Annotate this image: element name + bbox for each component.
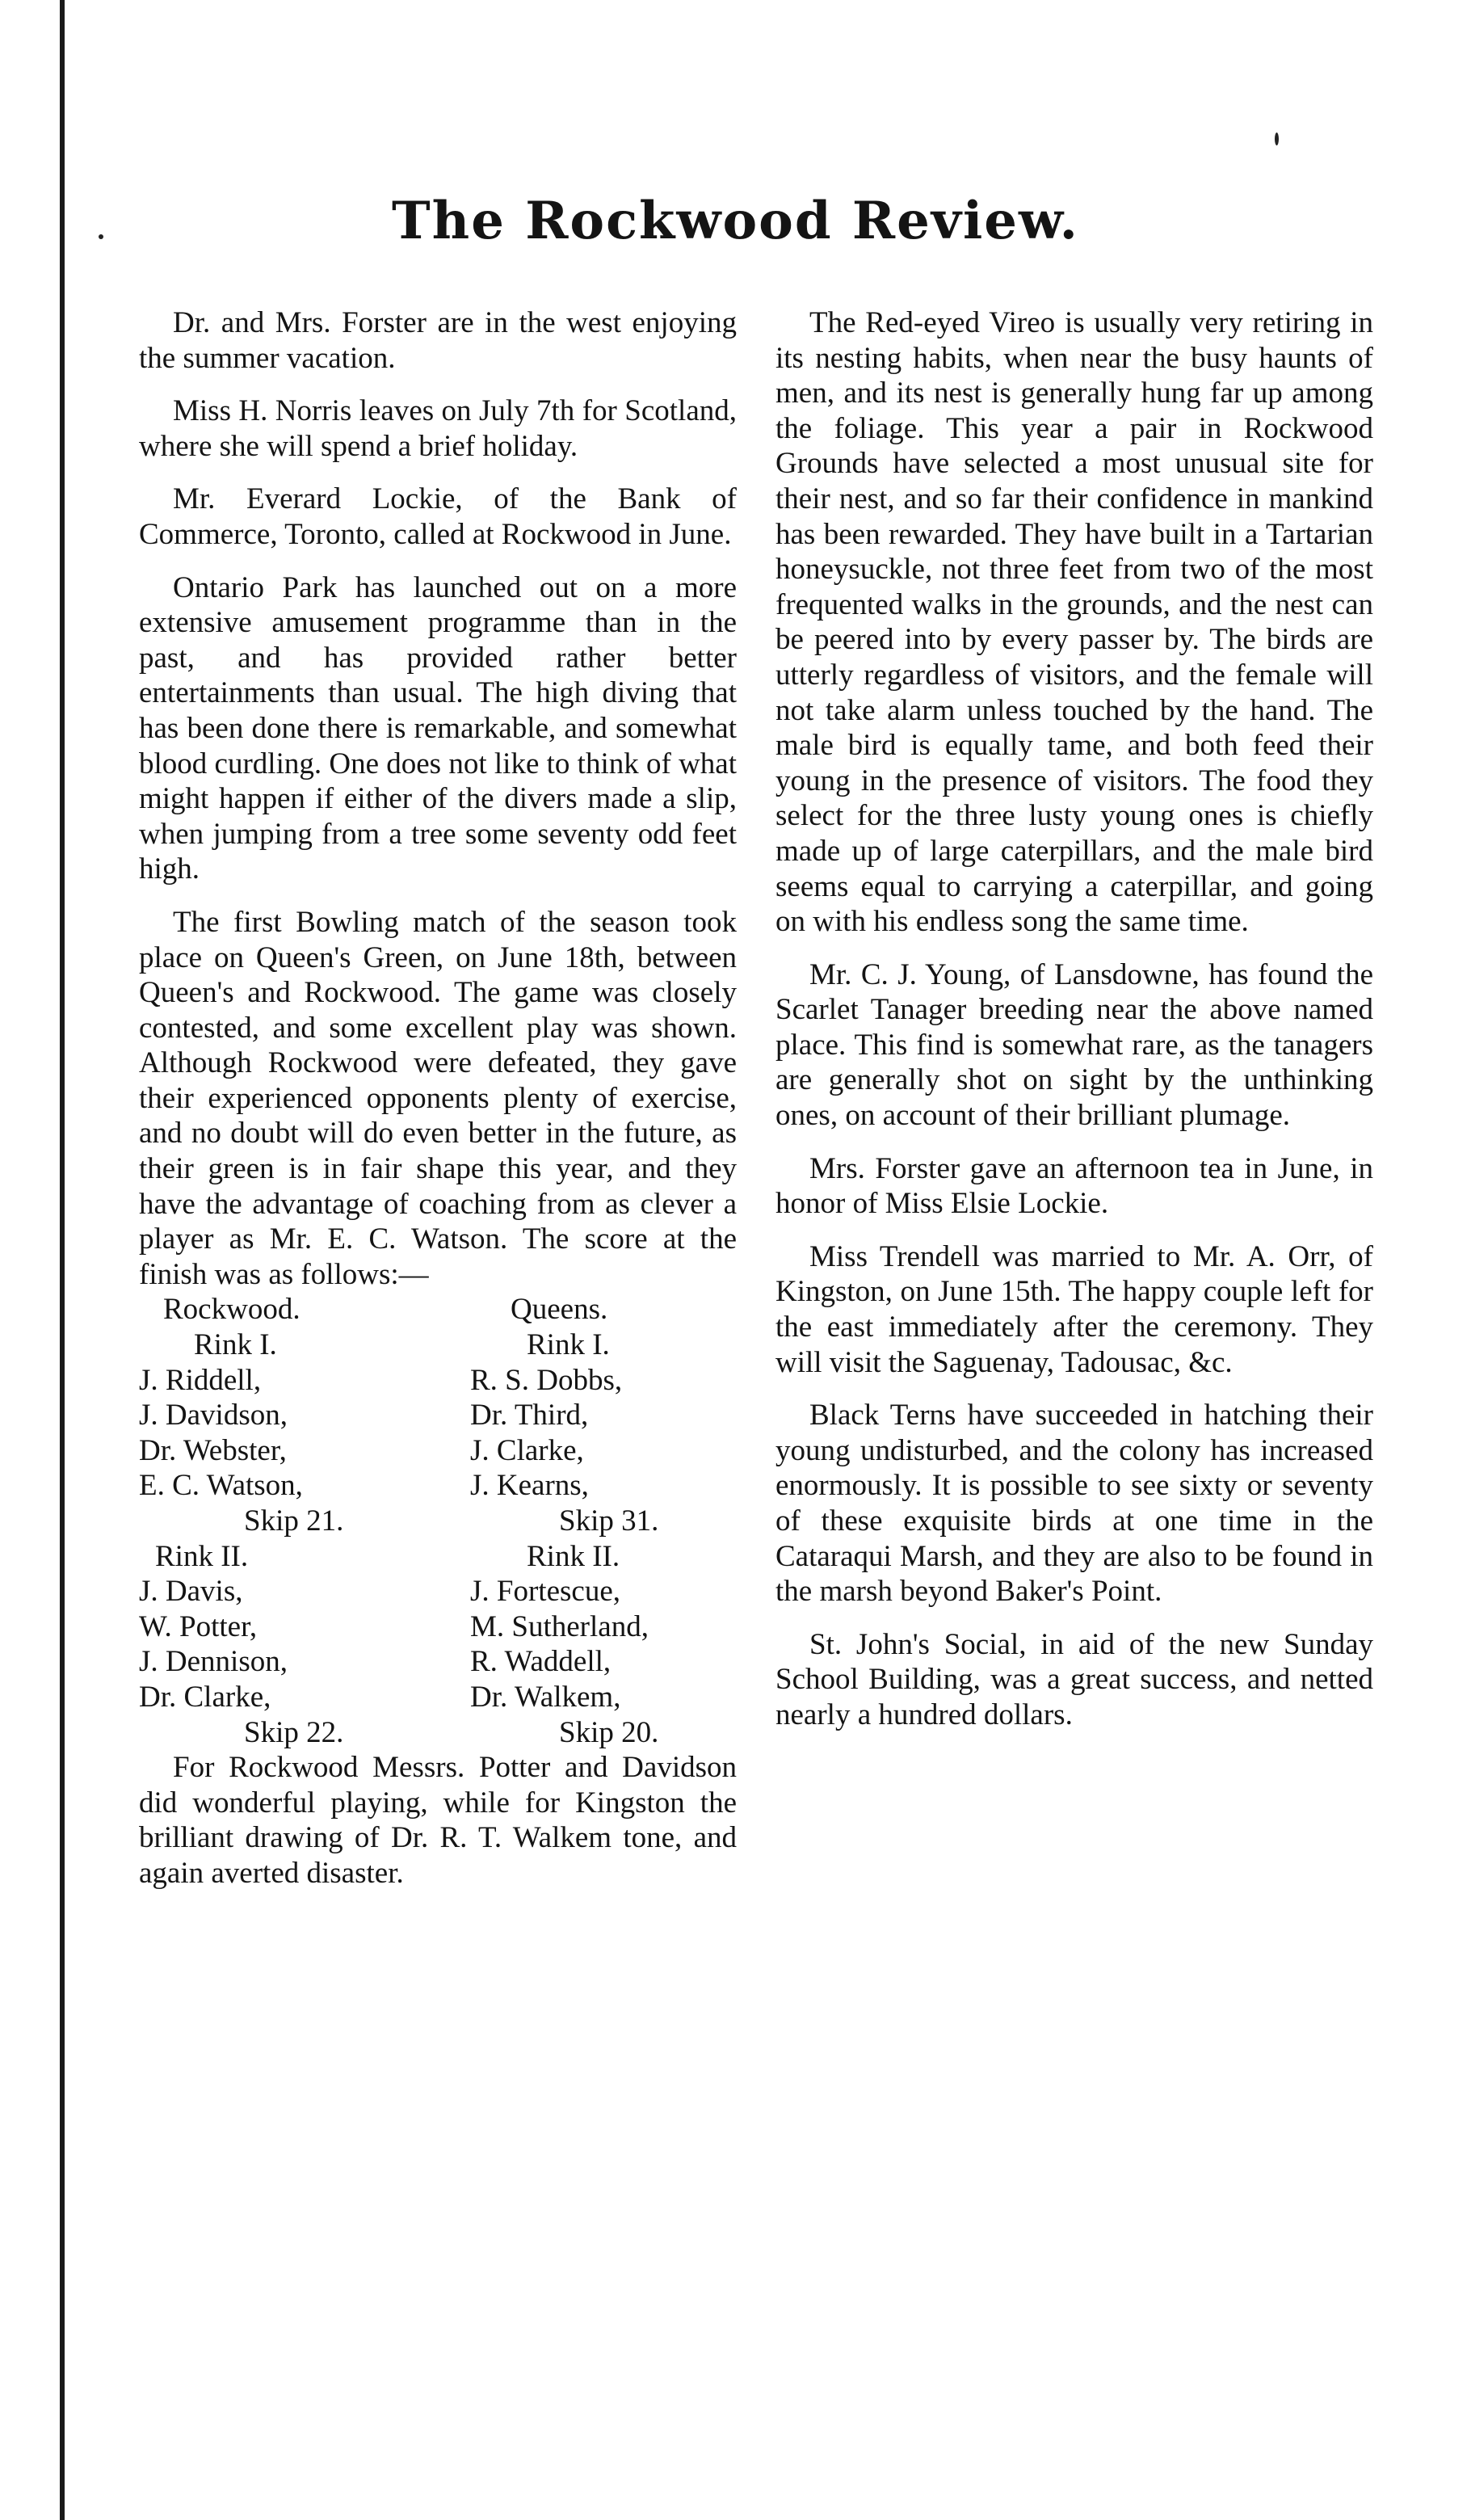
print-speck	[1275, 133, 1279, 145]
player-name: Dr. Walkem,	[470, 1680, 621, 1714]
player-name: W. Potter,	[139, 1609, 258, 1643]
masthead-title: The Rockwood Review.	[392, 191, 1079, 251]
rink-heading: Rink II.	[155, 1539, 249, 1573]
rink-heading: Rink II.	[527, 1539, 620, 1573]
player-name: R. Waddell,	[470, 1645, 612, 1679]
news-item: Miss H. Norris leaves on July 7th for Scotland, where she will spend a brief holiday.	[139, 394, 737, 463]
player-name: J. Riddell,	[139, 1363, 262, 1397]
player-name: J. Clarke,	[470, 1433, 584, 1467]
bowling-score-table	[139, 1292, 737, 1750]
player-name: M. Sutherland,	[470, 1609, 649, 1643]
rink-heading: Rink I.	[194, 1328, 277, 1362]
news-item-vireo: The Red-eyed Vireo is usually very retiring in its nesting habits, when near the busy haunts of men, and its nest is generally hung far up among the foliage. This year a pair in Rockwood Grounds have selected a most unusual site for their nest, and so far their confidence in mankind has been rewarded. They have built in a Tartarian honeysuckle, not three feet from two of the most frequented walks in the grounds, and the nest can be peered into by every passer by. The birds are utterly regardless of visitors, and the female will not take alarm unless touched by the hand. The male bird is equally tame, and both feed their young in the presence of visitors. The food they select for the three lusty young ones is chiefly made up of large caterpillars, and the male bird seems equal to carrying a caterpillar, and going on with his endless song the same time.	[775, 306, 1373, 939]
team-heading: Queens.	[511, 1293, 608, 1327]
news-item: Ontario Park has launched out on a more extensive amusement programme than in the past, and has provided rather better entertainments than usual. The high diving that has been done there is remarkable, and somewhat blood curdling. One does not like to think of what might happen if either of the divers made a slip, when jumping from a tree some seventy odd feet high.	[139, 570, 737, 886]
skip-score: Skip 22.	[244, 1715, 344, 1749]
right-column	[775, 305, 1373, 1751]
news-item-bowling: The first Bowling match of the season took place on Queen's Green, on June 18th, between Queen's and Rockwood. The game was closely contested, and some excellent play was shown. Although Rockwood were defeated, they gave their experienced opponents plenty of exercise, and no doubt will do even better in the future, as their green is in fair shape this year, and they have the advantage of coaching from as clever a player as Mr. E. C. Watson. The score at the finish was as follows:—	[139, 905, 737, 1291]
player-name: Dr. Clarke,	[139, 1680, 271, 1714]
player-name: J. Kearns,	[470, 1469, 589, 1503]
player-name: J. Davidson,	[139, 1399, 288, 1432]
player-name: J. Dennison,	[139, 1645, 288, 1679]
news-item-wedding: Miss Trendell was married to Mr. A. Orr, of Kingston, on June 15th. The happy couple left for the east immediately after the ceremony. They will visit the Saguenay, Tadousac, &c.	[775, 1239, 1373, 1379]
news-item-tanager: Mr. C. J. Young, of Lansdowne, has found the Scarlet Tanager breeding near the above named place. This find is somewhat rare, as the tanagers are generally shot on sight by the unthinking ones, on account of their brilliant plumage.	[775, 957, 1373, 1133]
news-item-tea: Mrs. Forster gave an afternoon tea in June, in honor of Miss Elsie Lockie.	[775, 1151, 1373, 1221]
skip-score: Skip 20.	[559, 1715, 659, 1749]
left-column	[139, 305, 737, 1909]
team-heading: Rockwood.	[163, 1293, 301, 1327]
player-name: R. S. Dobbs,	[470, 1363, 623, 1397]
news-item-terns: Black Terns have succeeded in hatching their young undisturbed, and the colony has increased enormously. It is possible to see sixty or seventy of these exquisite birds at one time in the Cataraqui Marsh, and they are also to be found in the marsh beyond Baker's Point.	[775, 1399, 1373, 1609]
player-name: Dr. Third,	[470, 1399, 589, 1432]
player-name: J. Davis,	[139, 1575, 243, 1609]
news-item: Mr. Everard Lockie, of the Bank of Commerce, Toronto, called at Rockwood in June.	[139, 482, 737, 551]
rink-heading: Rink I.	[527, 1328, 610, 1362]
news-item-social: St. John's Social, in aid of the new Sunday School Building, was a great success, and netted nearly a hundred dollars.	[775, 1627, 1373, 1731]
skip-score: Skip 31.	[559, 1504, 659, 1538]
player-name: Dr. Webster,	[139, 1433, 287, 1467]
page-left-edge-rule	[60, 0, 65, 2520]
player-name: J. Fortescue,	[470, 1575, 620, 1609]
skip-score: Skip 21.	[244, 1504, 344, 1538]
news-item: Dr. and Mrs. Forster are in the west enjoying the summer vacation.	[139, 306, 737, 375]
player-name: E. C. Watson,	[139, 1469, 303, 1503]
news-item: For Rockwood Messrs. Potter and Davidson did wonderful playing, while for Kingston the brilliant drawing of Dr. R. T. Walkem tone, and again averted disaster.	[139, 1751, 737, 1890]
